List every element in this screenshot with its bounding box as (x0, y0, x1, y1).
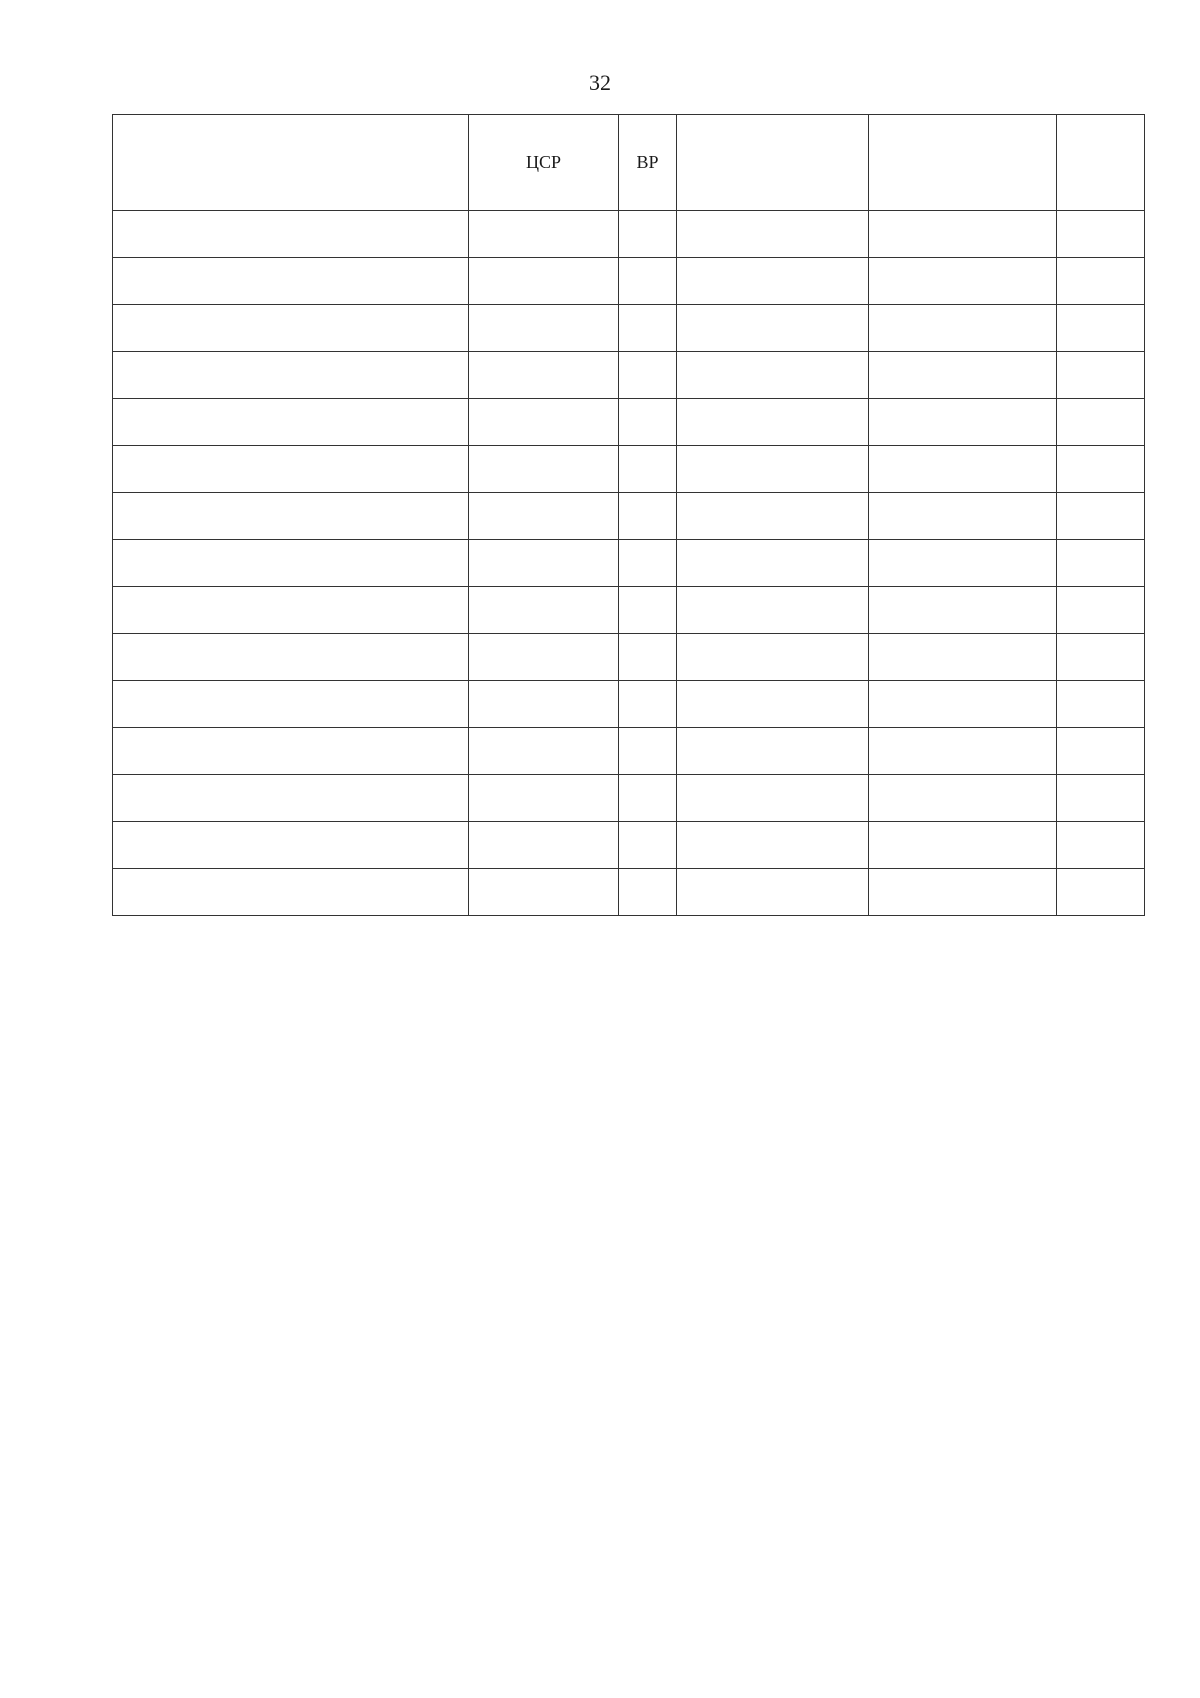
cell-cash (869, 258, 1057, 305)
header-percent (1057, 115, 1145, 211)
cell-percent (1057, 493, 1145, 540)
cell-csr (469, 305, 619, 352)
header-cash (869, 115, 1057, 211)
cell-vr (619, 822, 677, 869)
cell-budget (677, 352, 869, 399)
cell-csr (469, 446, 619, 493)
cell-csr (469, 399, 619, 446)
cell-percent (1057, 634, 1145, 681)
cell-cash (869, 869, 1057, 916)
cell-csr (469, 634, 619, 681)
table-row (113, 446, 1145, 493)
cell-csr (469, 493, 619, 540)
cell-name (113, 258, 469, 305)
header-name (113, 115, 469, 211)
table-row (113, 822, 1145, 869)
header-csr: ЦСР (469, 115, 619, 211)
cell-name (113, 352, 469, 399)
table-row (113, 681, 1145, 728)
cell-vr (619, 681, 677, 728)
cell-cash (869, 775, 1057, 822)
cell-budget (677, 728, 869, 775)
cell-budget (677, 211, 869, 258)
cell-cash (869, 681, 1057, 728)
cell-vr (619, 869, 677, 916)
cell-cash (869, 211, 1057, 258)
cell-vr (619, 446, 677, 493)
cell-budget (677, 493, 869, 540)
cell-name (113, 540, 469, 587)
cell-cash (869, 634, 1057, 681)
cell-csr (469, 728, 619, 775)
table-header (113, 115, 1145, 211)
cell-name (113, 587, 469, 634)
header-vr: ВР (619, 115, 677, 211)
cell-vr (619, 493, 677, 540)
cell-percent (1057, 211, 1145, 258)
cell-budget (677, 446, 869, 493)
cell-budget (677, 775, 869, 822)
cell-percent (1057, 822, 1145, 869)
cell-budget (677, 634, 869, 681)
cell-vr (619, 587, 677, 634)
cell-percent (1057, 775, 1145, 822)
header-budget (677, 115, 869, 211)
cell-name (113, 869, 469, 916)
table-row (113, 540, 1145, 587)
cell-cash (869, 822, 1057, 869)
table-row (113, 869, 1145, 916)
cell-budget (677, 822, 869, 869)
cell-percent (1057, 258, 1145, 305)
cell-vr (619, 305, 677, 352)
cell-name (113, 634, 469, 681)
table-row (113, 634, 1145, 681)
cell-budget (677, 869, 869, 916)
cell-csr (469, 540, 619, 587)
cell-vr (619, 775, 677, 822)
cell-cash (869, 399, 1057, 446)
cell-percent (1057, 399, 1145, 446)
table-row (113, 728, 1145, 775)
cell-csr (469, 587, 619, 634)
cell-budget (677, 681, 869, 728)
cell-cash (869, 540, 1057, 587)
cell-csr (469, 822, 619, 869)
table-row (113, 352, 1145, 399)
cell-name (113, 775, 469, 822)
cell-percent (1057, 540, 1145, 587)
cell-cash (869, 446, 1057, 493)
cell-csr (469, 211, 619, 258)
cell-name (113, 681, 469, 728)
cell-budget (677, 540, 869, 587)
cell-vr (619, 728, 677, 775)
cell-vr (619, 399, 677, 446)
cell-name (113, 211, 469, 258)
table-row (113, 493, 1145, 540)
cell-cash (869, 305, 1057, 352)
cell-csr (469, 258, 619, 305)
cell-vr (619, 258, 677, 305)
cell-name (113, 493, 469, 540)
cell-percent (1057, 446, 1145, 493)
cell-percent (1057, 352, 1145, 399)
cell-csr (469, 869, 619, 916)
cell-vr (619, 211, 677, 258)
table-row (113, 399, 1145, 446)
cell-name (113, 822, 469, 869)
cell-csr (469, 681, 619, 728)
table-row (113, 587, 1145, 634)
cell-name (113, 399, 469, 446)
cell-budget (677, 258, 869, 305)
cell-cash (869, 352, 1057, 399)
header-row (113, 115, 1145, 211)
cell-vr (619, 634, 677, 681)
cell-budget (677, 587, 869, 634)
cell-vr (619, 352, 677, 399)
cell-budget (677, 399, 869, 446)
cell-percent (1057, 681, 1145, 728)
table-row (113, 258, 1145, 305)
table-row (113, 775, 1145, 822)
cell-cash (869, 587, 1057, 634)
cell-percent (1057, 587, 1145, 634)
table-row (113, 305, 1145, 352)
cell-name (113, 446, 469, 493)
cell-csr (469, 775, 619, 822)
cell-name (113, 728, 469, 775)
cell-cash (869, 493, 1057, 540)
cell-cash (869, 728, 1057, 775)
cell-budget (677, 305, 869, 352)
cell-vr (619, 540, 677, 587)
page-number: 32 (589, 70, 611, 95)
cell-csr (469, 352, 619, 399)
cell-percent (1057, 869, 1145, 916)
cell-percent (1057, 305, 1145, 352)
cell-name (113, 305, 469, 352)
cell-percent (1057, 728, 1145, 775)
budget-execution-table (112, 114, 1145, 916)
table-body (113, 211, 1145, 916)
table-row (113, 211, 1145, 258)
